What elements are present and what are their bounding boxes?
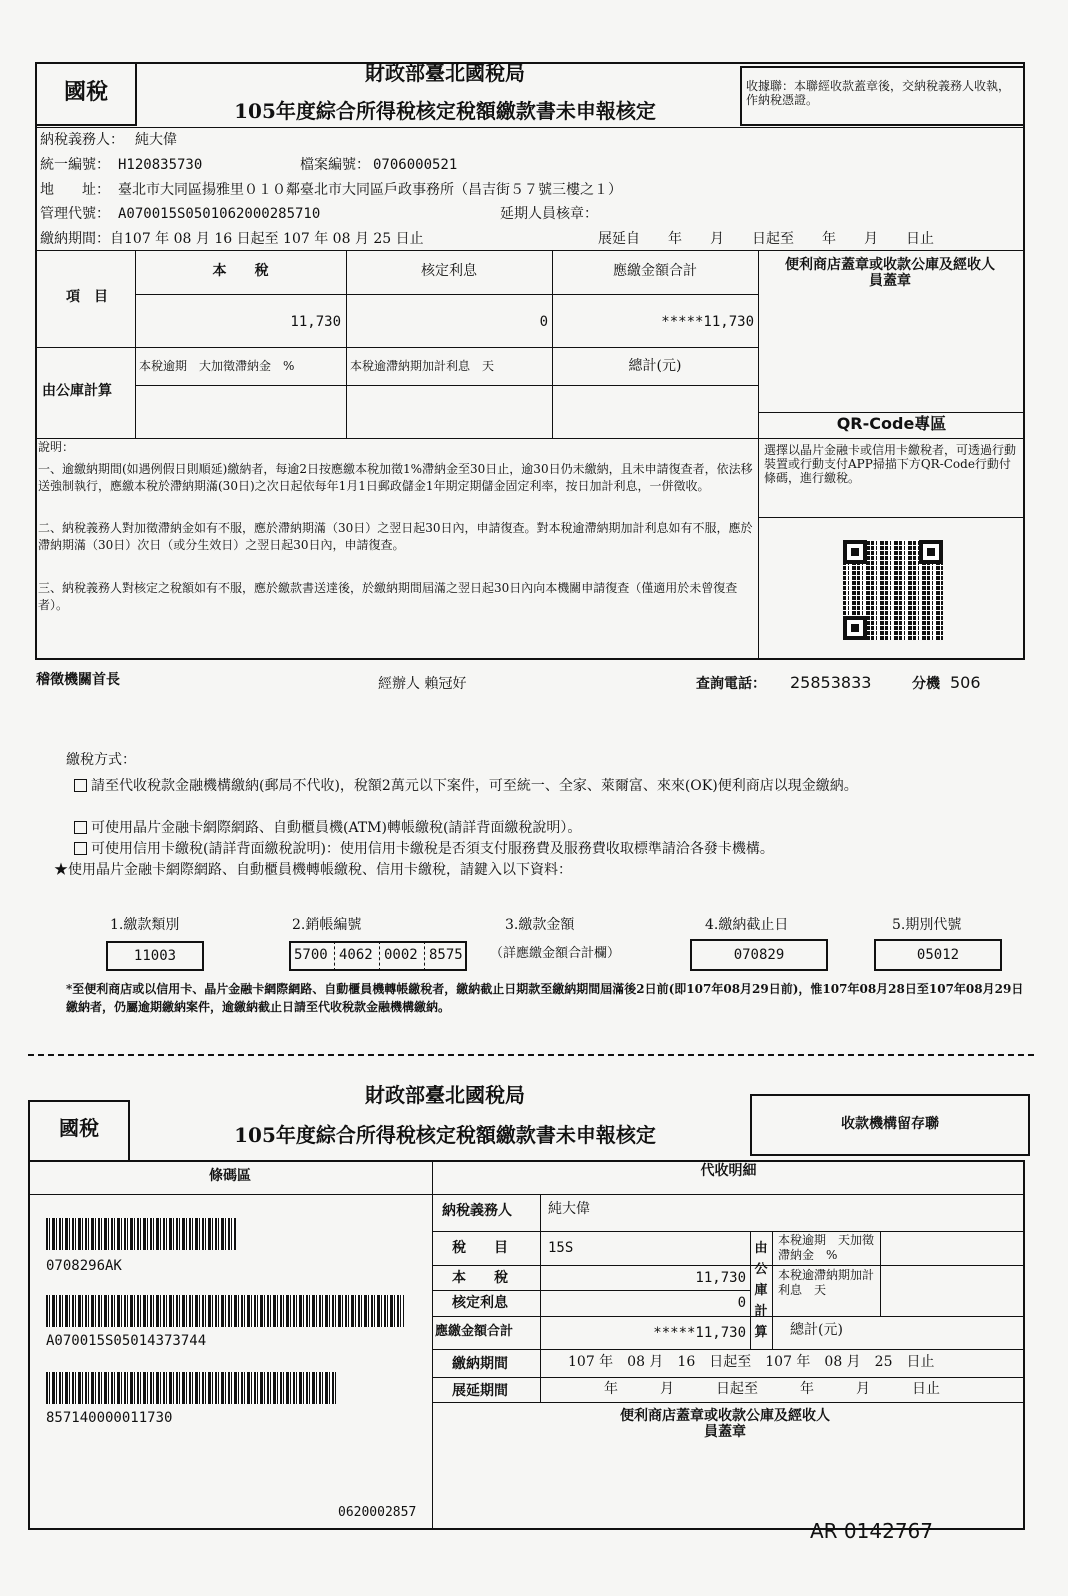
detail-value: 純大偉 <box>548 1201 590 1217</box>
qr-title: QR-Code專區 <box>836 414 947 433</box>
detail-label: 納稅義務人 <box>442 1203 512 1219</box>
address-label: 地 址： <box>40 182 110 198</box>
late-penalty-label: 本稅逾期 大加徵滯納金 % <box>139 359 295 373</box>
ar-number: AR 0142767 <box>810 1519 934 1543</box>
field-value-period-code: 05012 <box>874 939 1002 971</box>
field-label-period-code: 5.期別代號 <box>892 917 962 933</box>
detail-divider <box>880 1231 881 1316</box>
id-label: 統一編號： <box>40 157 110 173</box>
detail-rule <box>432 1231 1025 1232</box>
stub-ext-value: 年 月 日起至 年 月 日止 <box>604 1381 940 1397</box>
amount-total: *****11,730 <box>661 314 754 330</box>
phone-number: 25853833 <box>790 673 872 692</box>
barcode-2 <box>46 1295 404 1327</box>
table-rule <box>35 438 758 439</box>
stub-tax-tag: 國稅 <box>59 1116 99 1140</box>
grand-total-label: 總計(元) <box>628 358 682 374</box>
account-divider <box>379 941 380 971</box>
detail-rule <box>432 1265 750 1266</box>
late-interest-label: 本稅逾滯納期加計利息 天 <box>350 359 495 373</box>
table-rule <box>135 294 758 295</box>
detail-rule <box>432 1402 1025 1403</box>
detail-rule <box>432 1290 750 1291</box>
id-value: H120835730 <box>118 157 203 173</box>
checkbox-icon <box>74 842 87 855</box>
stub-split <box>432 1160 433 1530</box>
checkbox-icon <box>74 821 87 834</box>
note-item: 一、逾繳納期間(如遇例假日則順延)繳納者，每逾2日按應繳本稅加徵1%滯納金至30日止，逾30日仍未繳納，且未申請復查者，依法移送強制執行，應繳本稅於滯納期滿(30日)之次日起依每年1月1日郵政儲金1年期定期儲金固定利率，按日加計利息，一併徵收。 <box>38 462 753 493</box>
header-rule <box>35 127 1025 128</box>
detail-rule <box>750 1316 1025 1317</box>
stub-ext-label: 展延期間 <box>452 1383 508 1399</box>
detail-value: 0 <box>737 1295 746 1311</box>
extension-label: 分機 <box>912 676 940 692</box>
col-interest-header: 核定利息 <box>421 263 477 279</box>
qr-rule <box>758 517 1025 518</box>
detail-divider <box>540 1194 541 1402</box>
file-value: 0706000521 <box>373 157 458 173</box>
stub-late-interest: 本稅逾滯納期加計利息 天 <box>778 1268 875 1297</box>
payment-star-note: ★使用晶片金融卡網際網路、自動櫃員機轉帳繳稅、信用卡繳稅，請鍵入以下資料： <box>54 862 572 878</box>
extension-period: 展延自 年 月 日起至 年 月 日止 <box>598 231 934 247</box>
col-total-header: 應繳金額合計 <box>613 263 697 279</box>
handler-label: 經辦人 賴冠好 <box>378 676 467 692</box>
detail-divider <box>750 1231 751 1349</box>
stub-document-title: 105年度綜合所得稅核定稅額繳款書未申報核定 <box>234 1123 656 1147</box>
agency-title: 財政部臺北國稅局 <box>365 61 525 85</box>
detail-rule <box>750 1265 1025 1266</box>
treasury-label: 由公庫計算 <box>42 383 112 399</box>
payment-method-3 <box>74 841 774 857</box>
barcode-1 <box>46 1218 236 1250</box>
qr-rule <box>758 412 1025 413</box>
phone-label: 查詢電話： <box>696 676 766 692</box>
payment-period: 繳納期間：自107 年 08 月 16 日起至 107 年 08 月 25 日止 <box>40 231 424 247</box>
qr-description: 選擇以晶片金融卡或信用卡繳稅者，可透過行動裝置或行動支付APP掃描下方QR-Code行動付條碼，進行繳稅。 <box>764 443 1017 485</box>
detail-label: 稅 目 <box>452 1240 508 1256</box>
table-rule <box>135 385 758 386</box>
detail-title: 代收明細 <box>700 1163 757 1179</box>
taxpayer-name: 純大偉 <box>135 132 177 148</box>
payment-method-1 <box>74 776 1004 797</box>
stub-header-rule <box>28 1194 1025 1195</box>
extension-number: 506 <box>950 673 981 692</box>
barcode-3 <box>46 1372 336 1404</box>
items-label: 項 目 <box>66 289 108 305</box>
note-item: 二、納稅義務人對加徵滯納金如有不服，應於滯納期滿（30日）之翌日起30日內，申請復查。對本稅逾滯納期加計利息如有不服，應於滯納期滿（30日）次日（或分生效日）之翌日起30日內，申請復查。 <box>38 521 753 552</box>
extension-staff: 延期人員核章： <box>500 206 598 222</box>
qr-divider <box>758 412 759 660</box>
barcode-2-text: A070015S05014373744 <box>46 1333 207 1349</box>
file-label: 檔案編號： <box>300 157 370 173</box>
detail-value: 15S <box>548 1240 574 1256</box>
barcode-1-text: 0708296AK <box>46 1258 122 1274</box>
table-top-rule <box>35 250 1025 251</box>
chief-label: 稽徵機關首長 <box>36 672 120 688</box>
amount-interest: 0 <box>539 314 548 330</box>
detail-rule <box>432 1316 750 1317</box>
payment-method-2 <box>74 820 581 836</box>
barcode-area-label: 條碼區 <box>209 1168 251 1184</box>
payment-method-text: 請至代收稅款金融機構繳納(郵局不代收)，稅額2萬元以下案件，可至統一、全家、萊爾富、來來(OK)便利商店以現金繳納。 <box>91 778 858 794</box>
checkbox-icon <box>74 779 87 792</box>
field-value-deadline: 070829 <box>690 939 828 971</box>
qr-rule <box>758 438 1025 439</box>
detail-label: 核定利息 <box>452 1295 508 1311</box>
table-rule <box>35 347 758 348</box>
stub-copy-label: 收款機構留存聯 <box>841 1116 939 1132</box>
detail-label: 本 稅 <box>452 1270 508 1286</box>
tear-line <box>28 1054 1034 1056</box>
account-part: 0002 <box>384 947 418 963</box>
field-label-amount: 3.繳款金額 <box>505 917 575 933</box>
stub-store-stamp: 便利商店蓋章或收款公庫及經收人員蓋章 <box>620 1408 830 1441</box>
mgmt-label: 管理代號： <box>40 206 110 222</box>
field-label-type: 1.繳款類別 <box>110 917 180 933</box>
amount-tax: 11,730 <box>290 314 341 330</box>
stub-treasury-label: 由公庫計算 <box>754 1241 768 1340</box>
receipt-note: 收據聯：本聯經收款蓋章後，交納稅義務人收執，作納稅憑證。 <box>746 79 1011 107</box>
field-label-account: 2.銷帳編號 <box>292 917 362 933</box>
table-divider <box>758 250 759 438</box>
stub-serial: 0620002857 <box>338 1505 417 1520</box>
field-value-amount: （詳應繳金額合計欄） <box>490 946 621 961</box>
qr-code[interactable] <box>843 540 943 640</box>
account-divider <box>424 941 425 971</box>
detail-divider <box>772 1231 773 1349</box>
tax-tag: 國稅 <box>63 79 108 105</box>
store-stamp-label: 便利商店蓋章或收款公庫及經收人員蓋章 <box>785 257 995 290</box>
field-value-type: 11003 <box>106 941 204 971</box>
detail-value: *****11,730 <box>653 1325 746 1341</box>
account-divider <box>334 941 335 971</box>
barcode-3-text: 857140000011730 <box>46 1410 173 1426</box>
payment-method-text: 可使用晶片金融卡網際網路、自動櫃員機(ATM)轉帳繳稅(請詳背面繳稅說明）。 <box>91 820 582 836</box>
payment-method-text: 可使用信用卡繳稅(請詳背面繳稅說明)：使用信用卡繳稅是否須支付服務費及服務費收取標準請洽各發卡機構。 <box>91 841 774 857</box>
document-title: 105年度綜合所得稅核定稅額繳款書未申報核定 <box>234 99 656 123</box>
detail-rule <box>432 1377 1025 1378</box>
payment-footnote: *至便利商店或以信用卡、晶片金融卡網際網路、自動櫃員機轉帳繳稅者，繳納截止日期款至繳納期間屆滿後2日前(即107年08月29日前)，惟107年08月28日至107年08月29日繳納者，仍屬逾期繳納案件，逾繳納截止日請至代收稅款金融機構繳納。 <box>66 982 1024 1014</box>
stub-grand-total: 總計(元) <box>790 1322 843 1338</box>
detail-rule <box>432 1349 1025 1350</box>
account-part: 8575 <box>429 947 463 963</box>
notes-title: 說明： <box>38 440 75 454</box>
account-part: 4062 <box>339 947 373 963</box>
stub-period-value: 107 年 08 月 16 日起至 107 年 08 月 25 日止 <box>568 1354 935 1370</box>
note-item: 三、納稅義務人對核定之稅額如有不服，應於繳款書送達後，於繳納期間屆滿之翌日起30日內向本機關申請復查（僅適用於未曾復查者）。 <box>38 581 738 612</box>
mgmt-value: A070015S0501062000285710 <box>118 206 321 222</box>
detail-value: 11,730 <box>695 1270 746 1286</box>
stub-period-label: 繳納期間 <box>452 1356 508 1372</box>
account-part: 5700 <box>294 947 328 963</box>
col-tax-header: 本 稅 <box>212 263 269 279</box>
taxpayer-label: 納稅義務人： <box>40 132 124 148</box>
payment-title: 繳稅方式： <box>66 752 136 768</box>
field-label-deadline: 4.繳納截止日 <box>705 917 789 933</box>
address-value: 臺北市大同區揚雅里０１０鄰臺北市大同區戶政事務所（昌吉街５７號三樓之１） <box>118 182 622 198</box>
detail-label: 應繳金額合計 <box>435 1324 514 1339</box>
stub-late-penalty: 本稅逾期 天加徵滯納金 % <box>778 1233 875 1262</box>
stub-agency-title: 財政部臺北國稅局 <box>365 1083 525 1107</box>
